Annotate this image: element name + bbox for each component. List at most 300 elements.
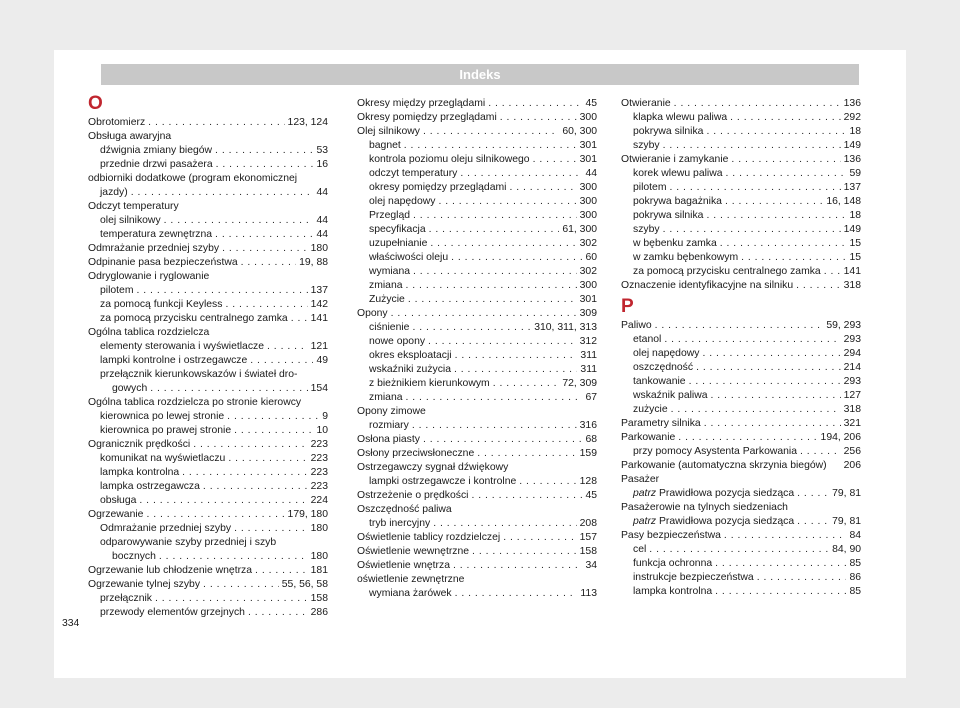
page-reference[interactable]: 85 xyxy=(849,558,861,569)
index-column-3 xyxy=(621,97,861,599)
page-reference[interactable]: 18 xyxy=(849,126,861,137)
page-reference[interactable]: 72, 309 xyxy=(562,378,597,389)
index-subentry[interactable] xyxy=(88,550,328,564)
page-reference[interactable]: 10 xyxy=(316,425,328,436)
index-entry[interactable] xyxy=(88,508,328,522)
dot-leader xyxy=(234,424,313,438)
entry-label: elementy sterowania i wyświetlacze xyxy=(100,341,265,352)
dot-leader xyxy=(472,545,577,559)
page-reference[interactable]: 61, 300 xyxy=(562,224,597,235)
entry-label: w zamku bębenkowym xyxy=(633,252,739,263)
dot-leader xyxy=(164,214,314,228)
entry-label: lampka kontrolna xyxy=(100,467,180,478)
page-reference[interactable]: 159 xyxy=(579,448,597,459)
page-reference[interactable]: 206 xyxy=(843,460,861,471)
index-subentry[interactable] xyxy=(88,284,328,298)
index-column-2 xyxy=(357,97,597,601)
page-reference[interactable]: 141 xyxy=(843,266,861,277)
index-entry[interactable] xyxy=(621,319,861,333)
page-reference[interactable]: 157 xyxy=(579,532,597,543)
index-entry[interactable] xyxy=(357,433,597,447)
dot-leader xyxy=(796,279,841,293)
page-reference[interactable]: 123, 124 xyxy=(287,117,328,128)
page-reference[interactable]: 149 xyxy=(843,140,861,151)
page-header: Indeks xyxy=(101,64,859,85)
dot-leader xyxy=(225,298,307,312)
page-reference[interactable]: 68 xyxy=(585,434,597,445)
entry-label: Ogrzewanie tylnej szyby xyxy=(88,579,201,590)
entry-label: Oznaczenie identyfikacyjne na silniku xyxy=(621,280,794,291)
entry-label: wymiana xyxy=(369,266,410,277)
dot-leader xyxy=(430,237,576,251)
index-entry[interactable] xyxy=(88,116,328,130)
index-subentry[interactable] xyxy=(88,340,328,354)
page-reference[interactable]: 181 xyxy=(310,565,328,576)
page-reference[interactable]: 294 xyxy=(843,348,861,359)
page-reference[interactable]: 316 xyxy=(579,420,597,431)
entry-label: Odpinanie pasa bezpieczeństwa xyxy=(88,257,238,268)
index-subentry[interactable] xyxy=(357,195,597,209)
dot-leader xyxy=(423,433,582,447)
dot-leader xyxy=(493,377,560,391)
entry-label: temperatura zewnętrzna xyxy=(100,229,213,240)
page-reference[interactable]: 44 xyxy=(316,229,328,240)
index-subentry[interactable] xyxy=(357,181,597,195)
entry-label: Okresy pomiędzy przeglądami xyxy=(357,112,497,123)
entry-label: Parkowanie xyxy=(621,432,676,443)
page-reference[interactable]: 142 xyxy=(310,299,328,310)
entry-label: kierownica po prawej stronie xyxy=(100,425,232,436)
index-subentry[interactable] xyxy=(621,389,861,403)
index-subentry[interactable] xyxy=(357,363,597,377)
entry-label: etanol xyxy=(633,334,662,345)
dot-leader xyxy=(203,480,308,494)
page-reference[interactable]: 67 xyxy=(585,392,597,403)
page-reference[interactable]: 318 xyxy=(843,280,861,291)
page-reference[interactable]: 223 xyxy=(310,439,328,450)
page-reference[interactable]: 223 xyxy=(310,453,328,464)
page-reference[interactable]: 60 xyxy=(585,252,597,263)
entry-label: przy pomocy Asystenta Parkowania xyxy=(633,446,798,457)
page-reference[interactable]: 127 xyxy=(843,390,861,401)
page-reference[interactable]: 194, 206 xyxy=(820,432,861,443)
page-reference[interactable]: 256 xyxy=(843,446,861,457)
entry-label: Odmrażanie przedniej szyby xyxy=(100,523,232,534)
dot-leader xyxy=(150,382,307,396)
page-reference[interactable]: 85 xyxy=(849,586,861,597)
dot-leader xyxy=(455,349,578,363)
page-reference[interactable]: 121 xyxy=(310,341,328,352)
index-entry[interactable] xyxy=(357,97,597,111)
entry-label: olej napędowy xyxy=(633,348,700,359)
index-subentry[interactable] xyxy=(621,571,861,585)
page-reference[interactable]: 301 xyxy=(579,140,597,151)
page-reference[interactable]: 158 xyxy=(579,546,597,557)
index-heading: Odryglowanie i ryglowanie xyxy=(88,271,210,282)
dot-leader xyxy=(412,419,577,433)
dot-leader xyxy=(159,550,308,564)
index-subentry[interactable] xyxy=(621,139,861,153)
index-subentry[interactable] xyxy=(88,214,328,228)
index-subentry[interactable] xyxy=(357,237,597,251)
dot-leader xyxy=(438,195,576,209)
index-entry[interactable] xyxy=(621,529,861,543)
index-heading: Ostrzegawczy sygnał dźwiękowy xyxy=(357,462,509,473)
page-reference[interactable]: 34 xyxy=(585,560,597,571)
index-subentry[interactable] xyxy=(621,237,861,251)
page-reference[interactable]: 137 xyxy=(310,285,328,296)
page-reference[interactable]: 84, 90 xyxy=(832,544,861,555)
dot-leader xyxy=(477,447,576,461)
entry-label: za pomocą przycisku centralnego zamka xyxy=(633,266,821,277)
dot-leader xyxy=(215,228,313,242)
dot-leader xyxy=(671,403,841,417)
index-subentry[interactable] xyxy=(88,494,328,508)
index-heading: Obsługa awaryjna xyxy=(88,131,172,142)
entry-label: bocznych xyxy=(112,551,156,562)
dot-leader xyxy=(291,312,308,326)
page-reference[interactable]: 141 xyxy=(310,313,328,324)
dot-leader xyxy=(741,251,846,265)
page-reference[interactable]: 180 xyxy=(310,523,328,534)
entry-label: zmiana xyxy=(369,392,403,403)
index-subentry[interactable] xyxy=(357,349,597,363)
page-reference[interactable]: 158 xyxy=(310,593,328,604)
index-subentry[interactable] xyxy=(621,125,861,139)
dot-leader xyxy=(471,489,582,503)
index-entry[interactable] xyxy=(621,279,861,293)
index-subentry[interactable] xyxy=(621,223,861,237)
index-subentry[interactable] xyxy=(357,223,597,237)
index-subentry[interactable] xyxy=(621,181,861,195)
index-entry[interactable] xyxy=(357,125,597,139)
page-reference[interactable]: 86 xyxy=(849,572,861,583)
page-reference[interactable]: 180 xyxy=(310,243,328,254)
page-reference[interactable]: 154 xyxy=(310,383,328,394)
page-reference[interactable]: 44 xyxy=(316,187,328,198)
dot-leader xyxy=(649,543,829,557)
page-reference[interactable]: 300 xyxy=(579,182,597,193)
page-reference[interactable]: 137 xyxy=(843,182,861,193)
entry-label: Olej silnikowy xyxy=(357,126,420,137)
page-reference[interactable]: 223 xyxy=(310,467,328,478)
entry-label: oszczędność xyxy=(633,362,694,373)
dot-leader xyxy=(674,97,841,111)
page-reference[interactable]: 79, 81 xyxy=(832,516,861,527)
index-subentry[interactable] xyxy=(357,335,597,349)
dot-leader xyxy=(706,125,846,139)
page-reference[interactable]: 9 xyxy=(322,411,328,422)
page-reference[interactable]: 136 xyxy=(843,98,861,109)
index-subentry[interactable] xyxy=(88,410,328,424)
index-entry[interactable] xyxy=(621,417,861,431)
page-reference[interactable]: 16 xyxy=(316,159,328,170)
page-reference[interactable]: 321 xyxy=(843,418,861,429)
entry-label: ciśnienie xyxy=(369,322,410,333)
index-subentry[interactable] xyxy=(357,321,597,335)
entry-label: specyfikacja xyxy=(369,224,426,235)
page-reference[interactable]: 128 xyxy=(579,476,597,487)
page-reference[interactable]: 301 xyxy=(579,154,597,165)
page-reference[interactable]: 302 xyxy=(579,238,597,249)
entry-label xyxy=(633,515,794,529)
index-subentry[interactable] xyxy=(621,585,861,599)
entry-label: odczyt temperatury xyxy=(369,168,458,179)
page-reference[interactable]: 180 xyxy=(310,551,328,562)
index-subentry[interactable] xyxy=(621,167,861,181)
entry-label: Parametry silnika xyxy=(621,418,701,429)
index-subentry[interactable] xyxy=(621,265,861,279)
entry-label: Odmrażanie przedniej szyby xyxy=(88,243,220,254)
index-subentry[interactable] xyxy=(88,382,328,396)
index-subentry[interactable] xyxy=(357,475,597,489)
index-subentry[interactable] xyxy=(621,111,861,125)
index-entry[interactable] xyxy=(621,97,861,111)
index-subentry[interactable] xyxy=(88,592,328,606)
page-reference[interactable]: 59 xyxy=(849,168,861,179)
index-entry[interactable] xyxy=(357,447,597,461)
index-entry[interactable] xyxy=(88,256,328,270)
entry-label: Zużycie xyxy=(369,294,405,305)
index-subentry[interactable] xyxy=(357,419,597,433)
index-subentry[interactable] xyxy=(88,144,328,158)
page-reference[interactable]: 286 xyxy=(310,607,328,618)
index-subentry[interactable] xyxy=(621,557,861,571)
dot-leader xyxy=(724,529,847,543)
dot-leader xyxy=(139,494,307,508)
index-subentry[interactable] xyxy=(621,543,861,557)
page-reference[interactable]: 136 xyxy=(843,154,861,165)
page-reference[interactable]: 293 xyxy=(843,334,861,345)
page-reference[interactable]: 224 xyxy=(310,495,328,506)
dot-leader xyxy=(702,347,840,361)
dot-leader xyxy=(248,606,308,620)
dot-leader xyxy=(137,284,308,298)
entry-label: dźwignia zmiany biegów xyxy=(100,145,213,156)
page-reference[interactable]: 16, 148 xyxy=(826,196,861,207)
dot-leader xyxy=(824,265,841,279)
page-reference[interactable]: 318 xyxy=(843,404,861,415)
page-reference[interactable]: 53 xyxy=(316,145,328,156)
index-subentry[interactable] xyxy=(357,587,597,601)
index-subentry[interactable] xyxy=(621,515,861,529)
page-reference[interactable]: 15 xyxy=(849,238,861,249)
page-reference[interactable]: 149 xyxy=(843,224,861,235)
index-entry[interactable] xyxy=(88,578,328,592)
page-reference[interactable]: 44 xyxy=(316,215,328,226)
dot-leader xyxy=(203,578,279,592)
index-subentry[interactable] xyxy=(621,209,861,223)
entry-label: Ostrzeżenie o prędkości xyxy=(357,490,469,501)
page-reference[interactable]: 79, 81 xyxy=(832,488,861,499)
dot-leader xyxy=(797,515,829,529)
index-entry[interactable] xyxy=(88,564,328,578)
index-entry[interactable] xyxy=(357,489,597,503)
index-column-1 xyxy=(88,93,328,620)
entry-label: pokrywa silnika xyxy=(633,126,704,137)
page-reference[interactable]: 300 xyxy=(579,112,597,123)
index-subentry[interactable] xyxy=(88,480,328,494)
page-reference[interactable]: 18 xyxy=(849,210,861,221)
entry-label: jazdy) xyxy=(100,187,128,198)
entry-label: instrukcje bezpieczeństwa xyxy=(633,572,754,583)
index-subentry[interactable] xyxy=(88,452,328,466)
dot-leader xyxy=(797,487,829,501)
see-reference: patrz xyxy=(633,488,657,499)
entry-label: cel xyxy=(633,544,647,555)
page-reference[interactable]: 301 xyxy=(579,294,597,305)
index-entry[interactable] xyxy=(357,111,597,125)
entry-label: gowych xyxy=(112,383,148,394)
index-subentry[interactable] xyxy=(621,403,861,417)
index-subentry[interactable] xyxy=(357,279,597,293)
index-subentry[interactable] xyxy=(88,312,328,326)
index-subentry[interactable] xyxy=(88,354,328,368)
dot-leader xyxy=(423,125,559,139)
page-reference[interactable]: 60, 300 xyxy=(562,126,597,137)
index-subentry[interactable] xyxy=(357,293,597,307)
page-reference[interactable]: 208 xyxy=(579,518,597,529)
entry-label: tankowanie xyxy=(633,376,686,387)
entry-label: Parkowanie (automatyczna skrzynia biegów) xyxy=(621,460,827,471)
index-subentry[interactable] xyxy=(621,487,861,501)
index-subentry[interactable] xyxy=(621,361,861,375)
index-subentry[interactable] xyxy=(357,153,597,167)
index-entry[interactable] xyxy=(621,431,861,445)
index-subentry[interactable] xyxy=(357,391,597,405)
index-entry[interactable] xyxy=(357,531,597,545)
entry-label: korek wlewu paliwa xyxy=(633,168,723,179)
page-reference[interactable]: 309 xyxy=(579,308,597,319)
page-reference[interactable]: 300 xyxy=(579,210,597,221)
index-subentry[interactable] xyxy=(621,445,861,459)
entry-label: lampki kontrolne i ostrzegawcze xyxy=(100,355,248,366)
entry-label: przednie drzwi pasażera xyxy=(100,159,213,170)
page-reference[interactable]: 44 xyxy=(585,168,597,179)
entry-label: Otwieranie xyxy=(621,98,671,109)
dot-leader xyxy=(663,139,841,153)
index-subentry[interactable] xyxy=(88,186,328,200)
page-reference[interactable]: 45 xyxy=(585,490,597,501)
index-subentry[interactable] xyxy=(621,347,861,361)
dot-leader xyxy=(711,389,841,403)
page-reference[interactable]: 45 xyxy=(585,98,597,109)
entry-label: okresy pomiędzy przeglądami xyxy=(369,182,507,193)
dot-leader xyxy=(412,321,531,335)
entry-label: Ogranicznik prędkości xyxy=(88,439,191,450)
page-reference[interactable]: 223 xyxy=(310,481,328,492)
entry-label: przewody elementów grzejnych xyxy=(100,607,245,618)
index-entry[interactable] xyxy=(88,438,328,452)
entry-label: Otwieranie i zamykanie xyxy=(621,154,729,165)
index-subentry[interactable] xyxy=(357,265,597,279)
page-reference[interactable]: 55, 56, 58 xyxy=(281,579,328,590)
index-subentry[interactable] xyxy=(621,251,861,265)
page-reference[interactable]: 179, 180 xyxy=(287,509,328,520)
page-reference[interactable]: 310, 311, 313 xyxy=(534,322,597,333)
page-reference[interactable]: 293 xyxy=(843,376,861,387)
page-reference[interactable]: 59, 293 xyxy=(826,320,861,331)
dot-leader xyxy=(519,475,576,489)
entry-label: Osłona piasty xyxy=(357,434,420,445)
dot-leader xyxy=(720,237,847,251)
dot-leader xyxy=(500,111,577,125)
entry-label: Okresy między przeglądami xyxy=(357,98,486,109)
dot-leader xyxy=(267,340,308,354)
index-subentry[interactable] xyxy=(88,466,328,480)
page-reference[interactable]: 292 xyxy=(843,112,861,123)
page-reference[interactable]: 15 xyxy=(849,252,861,263)
page-reference[interactable]: 214 xyxy=(843,362,861,373)
index-entry[interactable] xyxy=(357,307,597,321)
entry-label: wskaźnik paliwa xyxy=(633,390,708,401)
index-subentry[interactable] xyxy=(621,195,861,209)
entry-label: okres eksploatacji xyxy=(369,350,452,361)
index-subentry[interactable] xyxy=(621,375,861,389)
index-subentry[interactable] xyxy=(88,424,328,438)
entry-label: pilotem xyxy=(633,182,667,193)
index-entry[interactable] xyxy=(621,459,861,473)
index-subentry[interactable] xyxy=(88,522,328,536)
dot-leader xyxy=(800,445,841,459)
dot-leader xyxy=(533,153,577,167)
dot-leader xyxy=(227,410,319,424)
index-subentry[interactable] xyxy=(88,298,328,312)
index-entry[interactable] xyxy=(621,153,861,167)
index-subentry[interactable] xyxy=(88,606,328,620)
entry-label: pokrywa silnika xyxy=(633,210,704,221)
page-reference[interactable]: 19, 88 xyxy=(299,257,328,268)
index-subentry[interactable] xyxy=(88,158,328,172)
index-entry[interactable] xyxy=(357,545,597,559)
page-reference[interactable]: 312 xyxy=(579,336,597,347)
index-subentry[interactable] xyxy=(357,209,597,223)
entry-label: bagnet xyxy=(369,140,401,151)
page-reference[interactable]: 49 xyxy=(316,355,328,366)
index-subentry[interactable] xyxy=(357,377,597,391)
page-reference[interactable]: 300 xyxy=(579,280,597,291)
index-entry[interactable] xyxy=(88,242,328,256)
index-subentry[interactable] xyxy=(357,139,597,153)
page-reference[interactable]: 302 xyxy=(579,266,597,277)
entry-label: zużycie xyxy=(633,404,668,415)
entry-label: zmiana xyxy=(369,280,403,291)
index-subentry[interactable] xyxy=(357,251,597,265)
dot-leader xyxy=(433,517,576,531)
index-subentry[interactable] xyxy=(357,167,597,181)
dot-leader xyxy=(726,167,847,181)
index-entry[interactable] xyxy=(357,559,597,573)
dot-leader xyxy=(509,181,576,195)
dot-leader xyxy=(234,522,308,536)
page-reference[interactable]: 311 xyxy=(580,364,597,375)
page-reference[interactable]: 84 xyxy=(849,530,861,541)
entry-label: komunikat na wyświetlaczu xyxy=(100,453,226,464)
entry-label: Osłony przeciwsłoneczne xyxy=(357,448,475,459)
dot-leader xyxy=(404,139,577,153)
index-subentry[interactable] xyxy=(357,517,597,531)
dot-leader xyxy=(391,307,577,321)
page-reference[interactable]: 300 xyxy=(579,196,597,207)
page-reference[interactable]: 113 xyxy=(580,588,597,599)
entry-label: rozmiary xyxy=(369,420,409,431)
index-subentry[interactable] xyxy=(621,333,861,347)
page-reference[interactable]: 311 xyxy=(580,350,597,361)
entry-label: w bębenku zamka xyxy=(633,238,717,249)
index-subentry[interactable] xyxy=(88,228,328,242)
dot-leader xyxy=(731,153,840,167)
dot-leader xyxy=(706,209,846,223)
